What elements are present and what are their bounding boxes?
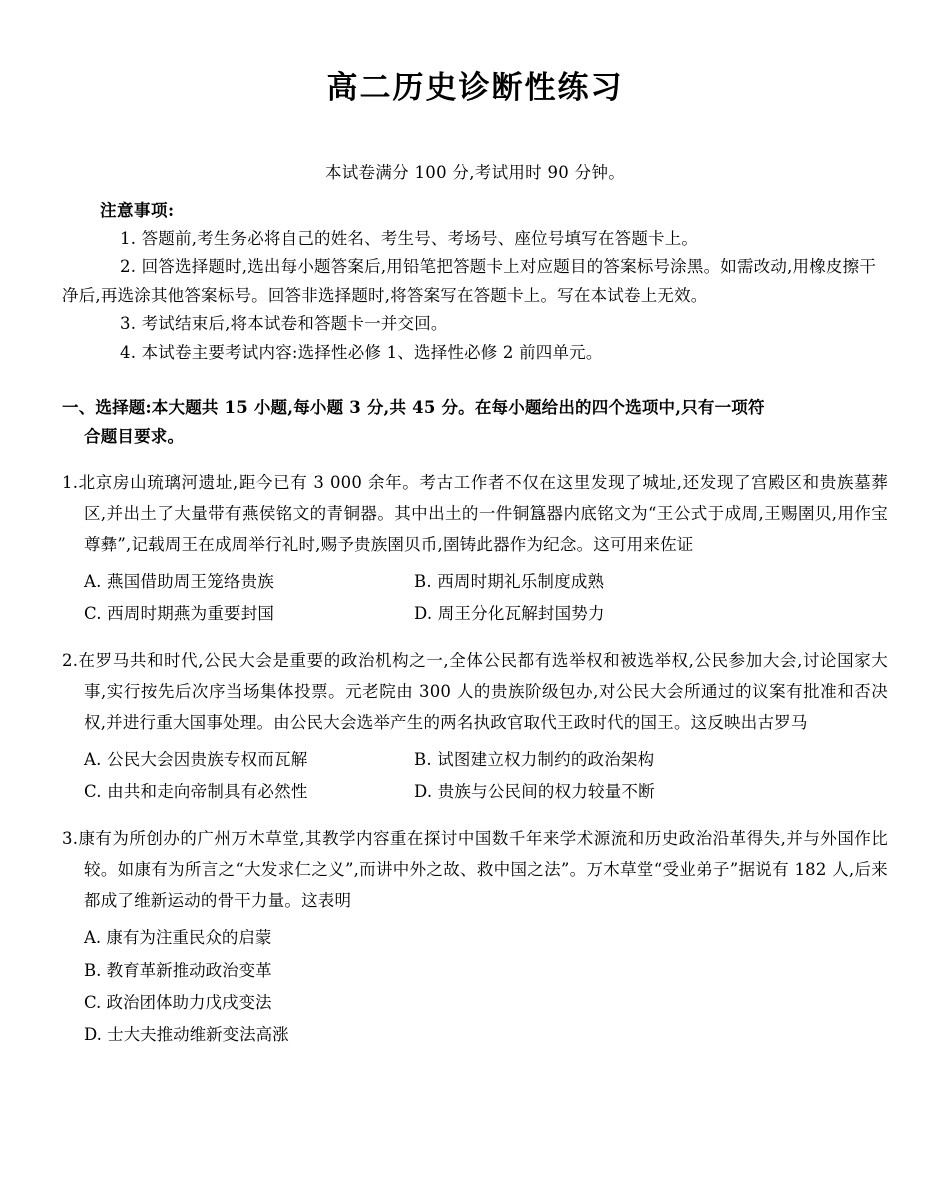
question-text: 在罗马共和时代,公民大会是重要的政治机构之一,全体公民都有选举权和被选举权,公民参加大会,讨论国家大事,实行按先后次序当场集体投票。元老院由 300 人的贵族阶级包办,对公民大会所通过的议案有批准和否决权,并进行重大国事处理。由公民大会选举产生的两名执政官取代王政时代的国王。这反映出古罗马 xyxy=(78,650,888,733)
section-text: 本大题共 15 小题,每小题 3 分,共 45 分。在每小题给出的四个选项中,只有一项符 xyxy=(151,397,765,417)
section-heading xyxy=(62,393,888,452)
question-text: 康有为所创办的广州万木草堂,其教学内容重在探讨中国数千年来学术源流和历史政治沿革得失,并与外国作比较。如康有为所言之“大发求仁之义”,而讲中外之故、救中国之法”。万木草堂“受业弟子”据说有 182 人,后来都成了维新运动的骨干力量。这表明 xyxy=(78,829,888,911)
option-row xyxy=(84,776,888,808)
notice-list xyxy=(62,225,888,367)
option-list xyxy=(62,566,888,630)
notice-item: 1. 答题前,考生务必将自己的姓名、考生号、考场号、座位号填写在答题卡上。 xyxy=(120,229,699,248)
option-b[interactable]: B. 试图建立权力制约的政治架构 xyxy=(414,750,655,770)
option-row xyxy=(84,598,888,630)
question-item xyxy=(62,467,888,630)
exam-subtitle: 本试卷满分 100 分,考试用时 90 分钟。 xyxy=(324,163,626,182)
question-stem xyxy=(62,645,888,738)
notice-item: 2. 回答选择题时,选出每小题答案后,用铅笔把答题卡上对应题目的答案标号涂黑。如需改动,用橡皮擦干净后,再选涂其他答案标号。回答非选择题时,将答案写在答题卡上。写在本试卷上无效。 xyxy=(62,257,877,305)
option-a[interactable]: A. 康有为注重民众的启蒙 xyxy=(84,928,272,948)
question-stem xyxy=(62,823,888,916)
section-label: 一、选择题: xyxy=(62,397,152,417)
notice-heading: 注意事项: xyxy=(100,201,175,220)
question-stem xyxy=(62,467,888,560)
notice-item: 4. 本试卷主要考试内容:选择性必修 1、选择性必修 2 前四单元。 xyxy=(120,342,603,362)
option-row xyxy=(84,744,888,776)
option-a[interactable]: A. 燕国借助周王笼络贵族 xyxy=(84,571,275,591)
question-item xyxy=(62,823,888,1051)
question-item xyxy=(62,645,888,808)
question-number: 2. xyxy=(62,650,79,670)
option-c[interactable]: C. 政治团体助力戊戌变法 xyxy=(84,992,272,1012)
option-b[interactable]: B. 西周时期礼乐制度成熟 xyxy=(414,571,605,591)
question-number: 1. xyxy=(62,472,79,492)
option-row xyxy=(84,566,888,598)
page-title: 高二历史诊断性练习 xyxy=(326,70,624,106)
section-text-continued: 合题目要求。 xyxy=(84,427,185,447)
option-d[interactable]: D. 贵族与公民间的权力较量不断 xyxy=(414,782,655,802)
option-b[interactable]: B. 教育革新推动政治变革 xyxy=(84,960,272,980)
option-c[interactable]: C. 西周时期燕为重要封国 xyxy=(84,603,275,623)
option-c[interactable]: C. 由共和走向帝制具有必然性 xyxy=(84,782,308,802)
option-a[interactable]: A. 公民大会因贵族专权而瓦解 xyxy=(84,750,308,770)
option-d[interactable]: D. 士大夫推动维新变法高涨 xyxy=(84,1024,289,1044)
exam-paper-page xyxy=(0,62,950,1199)
option-d[interactable]: D. 周王分化瓦解封国势力 xyxy=(414,603,605,623)
option-list xyxy=(62,744,888,808)
question-number: 3. xyxy=(62,829,79,849)
notice-item: 3. 考试结束后,将本试卷和答题卡一并交回。 xyxy=(120,314,448,334)
question-text: 北京房山琉璃河遗址,距今已有 3 000 余年。考古工作者不仅在这里发现了城址,还发现了宫殿区和贵族墓葬区,并出土了大量带有燕侯铭文的青铜器。其中出土的一件铜簋器内底铭文为“王公式于成周,王赐圉贝,用作宝尊彝”,记载周王在成周举行礼时,赐予贵族圉贝币,圉铸此器作为纪念。这可用来佐证 xyxy=(78,472,888,554)
option-list xyxy=(62,922,888,1051)
